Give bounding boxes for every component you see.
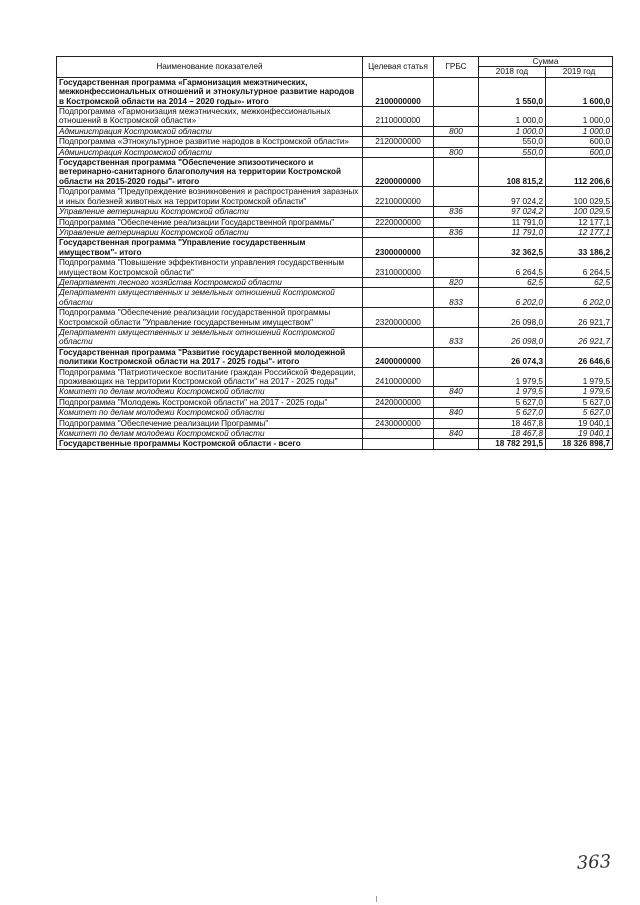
table-row [57, 147, 613, 157]
row-2019: 100 029,5 [546, 207, 613, 217]
row-grbs [434, 308, 479, 328]
row-name: Государственная программа "Обеспечение эпизоотического и ветеринарно-санитарного благополучия на территории Костромской области на 2015-2020 годы"- итого [57, 158, 363, 187]
row-name: Государственные программы Костромской области - всего [57, 439, 363, 449]
row-code [363, 327, 434, 347]
row-2018: 11 791,0 [479, 217, 546, 227]
table-row [57, 277, 613, 287]
table-row [57, 347, 613, 367]
table-row [57, 126, 613, 136]
row-2018: 1 000,0 [479, 107, 546, 127]
row-2019: 5 627,0 [546, 408, 613, 418]
row-2019: 18 326 898,7 [546, 439, 613, 449]
row-name: Государственная программа "Управление государственным имуществом"- итого [57, 238, 363, 258]
row-code: 2310000000 [363, 258, 434, 278]
row-code: 2220000000 [363, 217, 434, 227]
table-row [57, 429, 613, 439]
row-2018: 62,5 [479, 277, 546, 287]
table-row [57, 367, 613, 387]
table-row [57, 217, 613, 227]
row-2018: 26 098,0 [479, 308, 546, 328]
row-code: 2420000000 [363, 397, 434, 407]
row-name: Администрация Костромской области [57, 147, 363, 157]
row-2018: 18 467,8 [479, 429, 546, 439]
row-name: Подпрограмма "Обеспечение реализации Государственной программы" [57, 217, 363, 227]
row-2019: 600,0 [546, 137, 613, 147]
row-grbs [434, 77, 479, 106]
table-row [57, 418, 613, 428]
row-2019: 1 600,0 [546, 77, 613, 106]
row-grbs: 836 [434, 207, 479, 217]
row-grbs: 836 [434, 227, 479, 237]
header-2018: 2018 год [479, 67, 546, 77]
row-grbs [434, 137, 479, 147]
row-name: Подпрограмма "Предупреждение возникновения и распространения заразных и иных болезней животных на территории Костромской области" [57, 187, 363, 207]
row-code: 2110000000 [363, 107, 434, 127]
row-2018: 108 815,2 [479, 158, 546, 187]
row-code [363, 126, 434, 136]
row-code: 2410000000 [363, 367, 434, 387]
table-row [57, 308, 613, 328]
row-code: 2300000000 [363, 238, 434, 258]
row-2019: 12 177,1 [546, 227, 613, 237]
row-grbs [434, 397, 479, 407]
row-grbs: 800 [434, 147, 479, 157]
scan-artifact-mark [376, 896, 377, 902]
row-2019: 6 264,5 [546, 258, 613, 278]
row-code: 2120000000 [363, 137, 434, 147]
row-grbs [434, 238, 479, 258]
row-2018: 1 979,5 [479, 387, 546, 397]
row-2019: 600,0 [546, 147, 613, 157]
table-row [57, 227, 613, 237]
row-2018: 11 791,0 [479, 227, 546, 237]
row-2019: 19 040,1 [546, 418, 613, 428]
table-row [57, 158, 613, 187]
row-2018: 5 627,0 [479, 408, 546, 418]
table-row [57, 387, 613, 397]
row-2019: 1 000,0 [546, 126, 613, 136]
table-row [57, 288, 613, 308]
table-row [57, 187, 613, 207]
row-2019: 12 177,1 [546, 217, 613, 227]
row-grbs: 820 [434, 277, 479, 287]
row-code [363, 277, 434, 287]
row-2019: 26 921,7 [546, 327, 613, 347]
row-grbs: 840 [434, 408, 479, 418]
row-2018: 18 467,8 [479, 418, 546, 428]
row-name: Комитет по делам молодежи Костромской области [57, 408, 363, 418]
row-code [363, 207, 434, 217]
row-code [363, 429, 434, 439]
row-grbs [434, 158, 479, 187]
header-grbs: ГРБС [434, 57, 479, 78]
row-2019: 62,5 [546, 277, 613, 287]
row-name: Комитет по делам молодежи Костромской области [57, 387, 363, 397]
row-2018: 26 098,0 [479, 327, 546, 347]
row-2019: 19 040,1 [546, 429, 613, 439]
table-row [57, 397, 613, 407]
row-code: 2430000000 [363, 418, 434, 428]
row-code [363, 288, 434, 308]
row-grbs: 840 [434, 387, 479, 397]
row-name: Комитет по делам молодежи Костромской области [57, 429, 363, 439]
row-2018: 6 202,0 [479, 288, 546, 308]
row-grbs: 840 [434, 429, 479, 439]
row-grbs [434, 217, 479, 227]
row-2018: 97 024,2 [479, 187, 546, 207]
header-2019: 2019 год [546, 67, 613, 77]
row-2019: 5 627,0 [546, 397, 613, 407]
row-2019: 112 206,6 [546, 158, 613, 187]
row-name: Подпрограмма «Этнокультурное развитие народов в Костромской области» [57, 137, 363, 147]
row-name: Департамент имущественных и земельных отношений Костромской области [57, 327, 363, 347]
row-2018: 18 782 291,5 [479, 439, 546, 449]
row-code [363, 408, 434, 418]
header-sum: Сумма [479, 57, 613, 67]
row-name: Подпрограмма "Обеспечение реализации Программы" [57, 418, 363, 428]
row-2019: 26 646,6 [546, 347, 613, 367]
row-grbs [434, 418, 479, 428]
row-2018: 550,0 [479, 147, 546, 157]
row-code [363, 387, 434, 397]
row-code [363, 439, 434, 449]
row-2018: 5 627,0 [479, 397, 546, 407]
row-2018: 97 024,2 [479, 207, 546, 217]
table-total-row [57, 439, 613, 449]
row-2019: 6 202,0 [546, 288, 613, 308]
row-2018: 6 264,5 [479, 258, 546, 278]
row-2019: 100 029,5 [546, 187, 613, 207]
table-row [57, 137, 613, 147]
row-2018: 26 074,3 [479, 347, 546, 367]
row-name: Администрация Костромской области [57, 126, 363, 136]
row-grbs [434, 187, 479, 207]
row-name: Государственная программа «Гармонизация межэтнических, межконфессиональных отношений и этнокультурное развитие народов в Костромской области на 2014 – 2020 годы»- итого [57, 77, 363, 106]
row-2019: 33 186,2 [546, 238, 613, 258]
row-code: 2400000000 [363, 347, 434, 367]
row-grbs [434, 347, 479, 367]
row-code: 2320000000 [363, 308, 434, 328]
row-2018: 1 979,5 [479, 367, 546, 387]
row-2018: 550,0 [479, 137, 546, 147]
row-2019: 1 000,0 [546, 107, 613, 127]
row-name: Подпрограмма "Повышение эффективности управления государственным имуществом Костромской области" [57, 258, 363, 278]
row-name: Подпрограмма "Патриотическое воспитание граждан Российской Федерации, проживающих на территории Костромской области" на 2017 - 2025 годы" [57, 367, 363, 387]
row-grbs: 833 [434, 327, 479, 347]
budget-table [56, 56, 613, 450]
row-name: Департамент имущественных и земельных отношений Костромской области [57, 288, 363, 308]
row-2019: 26 921,7 [546, 308, 613, 328]
table-row [57, 107, 613, 127]
row-code: 2200000000 [363, 158, 434, 187]
header-code: Целевая статья [363, 57, 434, 78]
row-code: 2210000000 [363, 187, 434, 207]
row-name: Подпрограмма «Гармонизация межэтнических, межконфессиональных отношений в Костромской области» [57, 107, 363, 127]
table-header-row [57, 57, 613, 67]
table-row [57, 207, 613, 217]
row-grbs [434, 439, 479, 449]
row-2018: 32 362,5 [479, 238, 546, 258]
row-name: Государственная программа "Развитие государственной молодежной политики Костромской области на 2017 - 2025 годы"- итого [57, 347, 363, 367]
row-grbs [434, 258, 479, 278]
table-row [57, 258, 613, 278]
row-grbs [434, 367, 479, 387]
table-row [57, 327, 613, 347]
row-2019: 1 979,5 [546, 367, 613, 387]
row-code [363, 147, 434, 157]
row-name: Управление ветеринарии Костромской области [57, 207, 363, 217]
row-name: Департамент лесного хозяйства Костромской области [57, 277, 363, 287]
row-grbs: 800 [434, 126, 479, 136]
table-row [57, 238, 613, 258]
row-name: Подпрограмма "Обеспечение реализации государственной программы Костромской области "Управление государственным имуществом" [57, 308, 363, 328]
handwritten-page-number: 363 [576, 851, 612, 874]
row-grbs: 833 [434, 288, 479, 308]
row-grbs [434, 107, 479, 127]
row-2019: 1 979,5 [546, 387, 613, 397]
row-code: 2100000000 [363, 77, 434, 106]
row-2018: 1 000,0 [479, 126, 546, 136]
row-2018: 1 550,0 [479, 77, 546, 106]
header-name: Наименование показателей [57, 57, 363, 78]
table-row [57, 408, 613, 418]
row-name: Управление ветеринарии Костромской области [57, 227, 363, 237]
row-code [363, 227, 434, 237]
table-row [57, 77, 613, 106]
row-name: Подпрограмма "Молодежь Костромской области" на 2017 - 2025 годы" [57, 397, 363, 407]
